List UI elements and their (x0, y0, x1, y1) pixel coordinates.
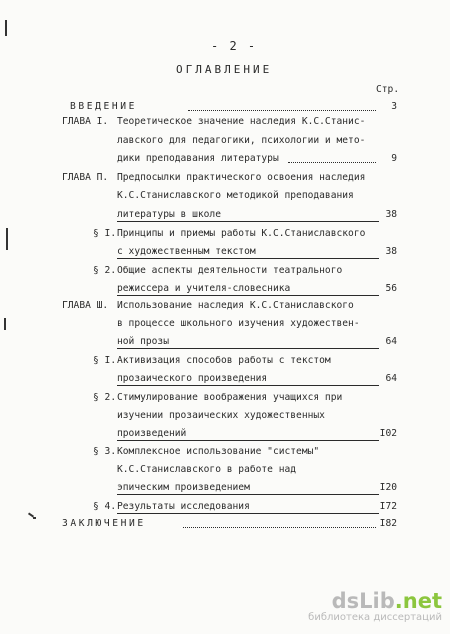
toc-entry-label: ГЛАВА Ш. (62, 300, 109, 311)
toc-entry-line: Комплексное использование "системы" (117, 446, 320, 457)
toc-entry-line: Теоретическое значение наследия К.С.Станис- (117, 116, 366, 127)
toc-entry-line: ной прозы (117, 336, 169, 347)
toc-entry-line: К.С.Станиславского методикой преподавания (117, 190, 354, 201)
toc-entry-label: § 3. (93, 446, 117, 457)
toc-entry-page: I72 (379, 501, 397, 512)
toc-entry-line: изучении прозаических художественных (117, 410, 325, 421)
margin-mark (5, 20, 7, 36)
margin-mark (33, 517, 36, 519)
toc-entry-line: Общие аспекты деятельности театрального (117, 265, 343, 276)
dot-leader (188, 110, 376, 111)
toc-entry-line: с художественным текстом (117, 246, 256, 257)
margin-mark (6, 228, 8, 250)
toc-entry-page: I02 (379, 428, 397, 439)
toc-entry-line: произведений (117, 428, 187, 439)
toc-entry-line: Активизация способов работы с текстом (117, 355, 331, 366)
toc-entry-label: ГЛАВА I. (62, 116, 109, 127)
toc-entry-label: § 2. (93, 265, 117, 276)
toc-entry-page: 56 (385, 283, 397, 294)
page-column-label: Стр. (376, 84, 400, 95)
underline-rule (117, 440, 379, 441)
watermark-logo: dsLib.net (331, 589, 442, 613)
underline-rule (117, 348, 379, 349)
margin-mark (4, 318, 6, 330)
toc-entry-line: Использование наследия К.С.Станиславского (117, 300, 354, 311)
toc-entry-page: I20 (379, 482, 397, 493)
toc-entry-label: § 2. (93, 392, 117, 403)
toc-entry-text: ЗАКЛЮЧЕНИЕ (62, 518, 146, 529)
toc-entry-page: 3 (391, 101, 397, 112)
underline-rule (117, 494, 379, 495)
toc-entry-line: Стимулирование воображения учащихся при (117, 392, 343, 403)
toc-entry-page: 38 (385, 209, 397, 220)
toc-entry-page: 64 (385, 336, 397, 347)
toc-entry-page: 9 (391, 153, 397, 164)
toc-entry-page: 64 (385, 373, 397, 384)
underline-rule (117, 258, 379, 259)
toc-entry-line: лавского для педагогики, психологии и мето- (117, 135, 366, 146)
toc-title: ОГЛАВЛЕНИЕ (176, 63, 273, 76)
underline-rule (117, 295, 379, 296)
toc-entry-line: дики преподавания литературы (117, 153, 279, 164)
toc-entry-label: § I. (93, 355, 117, 366)
page-number: - 2 - (211, 39, 258, 53)
toc-entry-line: прозаического произведения (117, 373, 268, 384)
toc-entry-line: в процессе школьного изучения художествен- (117, 318, 360, 329)
watermark (308, 590, 442, 624)
toc-entry-label: § I. (93, 228, 117, 239)
toc-entry-label: ГЛАВА П. (62, 172, 109, 183)
toc-entry-line: Предпосылки практического освоения наследия (117, 172, 366, 183)
toc-entry-line: Принципы и приемы работы К.С.Станиславского (117, 228, 366, 239)
toc-entry-page: 38 (385, 246, 397, 257)
toc-entry-line: Результаты исследования (117, 501, 250, 512)
underline-rule (117, 385, 379, 386)
toc-entry-line: литературы в школе (117, 209, 221, 220)
watermark-subtitle: библиотека диссертаций (308, 612, 442, 623)
toc-entry-text: ВВЕДЕНИЕ (70, 101, 138, 112)
toc-entry-line: режиссера и учителя-словесника (117, 283, 291, 294)
toc-entry-page: I82 (379, 518, 397, 529)
underline-rule (117, 513, 379, 514)
underline-rule (117, 221, 379, 222)
toc-entry-line: К.С.Станиславского в работе над (117, 464, 297, 475)
toc-entry-label: § 4. (93, 501, 117, 512)
toc-entry-line: эпическим произведением (117, 482, 250, 493)
dot-leader (183, 527, 376, 528)
